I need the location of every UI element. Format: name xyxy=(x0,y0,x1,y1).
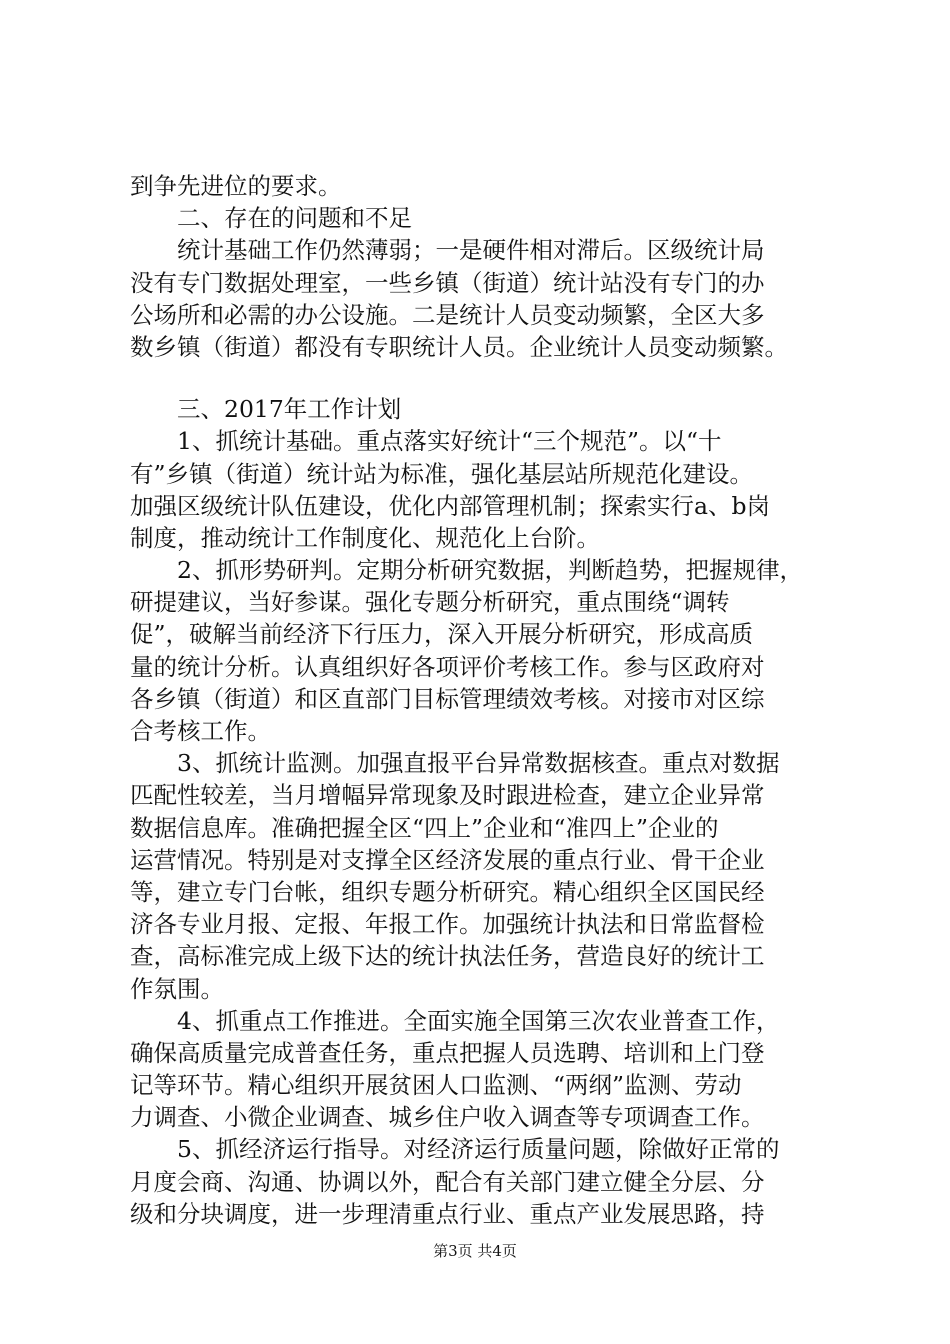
text-line: 加强区级统计队伍建设，优化内部管理机制；探索实行a、b岗 xyxy=(130,491,771,520)
text-line: 没有专门数据处理室，一些乡镇（街道）统计站没有专门的办 xyxy=(130,268,765,297)
text-line: 公场所和必需的办公设施。二是统计人员变动频繁，全区大多 xyxy=(130,300,765,329)
text-line: 等，建立专门台帐，组织专题分析研究。精心组织全区国民经 xyxy=(130,877,765,906)
text-line: 确保高质量完成普查任务，重点把握人员选聘、培训和上门登 xyxy=(130,1038,765,1067)
text-line: 级和分块调度，进一步理清重点行业、重点产业发展思路，持 xyxy=(130,1199,765,1228)
text-line: 3、抓统计监测。加强直报平台异常数据核查。重点对数据 xyxy=(130,749,780,778)
text-line: 2、抓形势研判。定期分析研究数据，判断趋势，把握规律， xyxy=(130,556,803,585)
text-line: 数乡镇（街道）都没有专职统计人员。企业统计人员变动频繁。 xyxy=(130,332,788,361)
page-number-footer: 第3页 共4页 xyxy=(433,1242,517,1260)
text-line: 力调查、小微企业调查、城乡住户收入调查等专项调查工作。 xyxy=(130,1103,765,1132)
text-line: 查，高标准完成上级下达的统计执法任务，营造良好的统计工 xyxy=(130,942,765,971)
text-line: 4、抓重点工作推进。全面实施全国第三次农业普查工作， xyxy=(130,1006,780,1035)
text-line: 月度会商、沟通、协调以外，配合有关部门建立健全分层、分 xyxy=(130,1167,765,1196)
text-line: 作氛围。 xyxy=(130,974,224,1003)
text-line: 济各专业月报、定报、年报工作。加强统计执法和日常监督检 xyxy=(130,910,765,939)
text-line: 合考核工作。 xyxy=(130,717,271,745)
section-heading: 三、2017年工作计划 xyxy=(130,395,402,424)
text-line: 各乡镇（街道）和区直部门目标管理绩效考核。对接市对区综 xyxy=(130,684,765,713)
text-line: 数据信息库。准确把握全区“四上”企业和“准四上”企业的 xyxy=(130,813,719,842)
paragraph-gap xyxy=(130,363,830,393)
text-line: 到争先进位的要求。 xyxy=(130,172,342,200)
text-line: 运营情况。特别是对支撑全区经济发展的重点行业、骨干企业 xyxy=(130,845,765,874)
text-line: 量的统计分析。认真组织好各项评价考核工作。参与区政府对 xyxy=(130,652,765,681)
text-line: 5、抓经济运行指导。对经济运行质量问题，除做好正常的 xyxy=(130,1135,780,1164)
text-line: 1、抓统计基础。重点落实好统计“三个规范”。以“十 xyxy=(130,427,722,456)
document-body xyxy=(130,170,830,1230)
text-line: 有”乡镇（街道）统计站为标准，强化基层站所规范化建设。 xyxy=(130,459,754,488)
text-line: 匹配性较差，当月增幅异常现象及时跟进检查，建立企业异常 xyxy=(130,781,765,810)
text-line: 统计基础工作仍然薄弱；一是硬件相对滞后。区级统计局 xyxy=(130,236,765,265)
text-line: 研提建议，当好参谋。强化专题分析研究，重点围绕“调转 xyxy=(130,588,730,617)
text-line: 促”，破解当前经济下行压力，深入开展分析研究，形成高质 xyxy=(130,620,754,649)
section-heading: 二、存在的问题和不足 xyxy=(130,204,412,233)
text-line: 制度，推动统计工作制度化、规范化上台阶。 xyxy=(130,523,600,552)
text-line: 记等环节。精心组织开展贫困人口监测、“两纲”监测、劳动 xyxy=(130,1071,742,1100)
